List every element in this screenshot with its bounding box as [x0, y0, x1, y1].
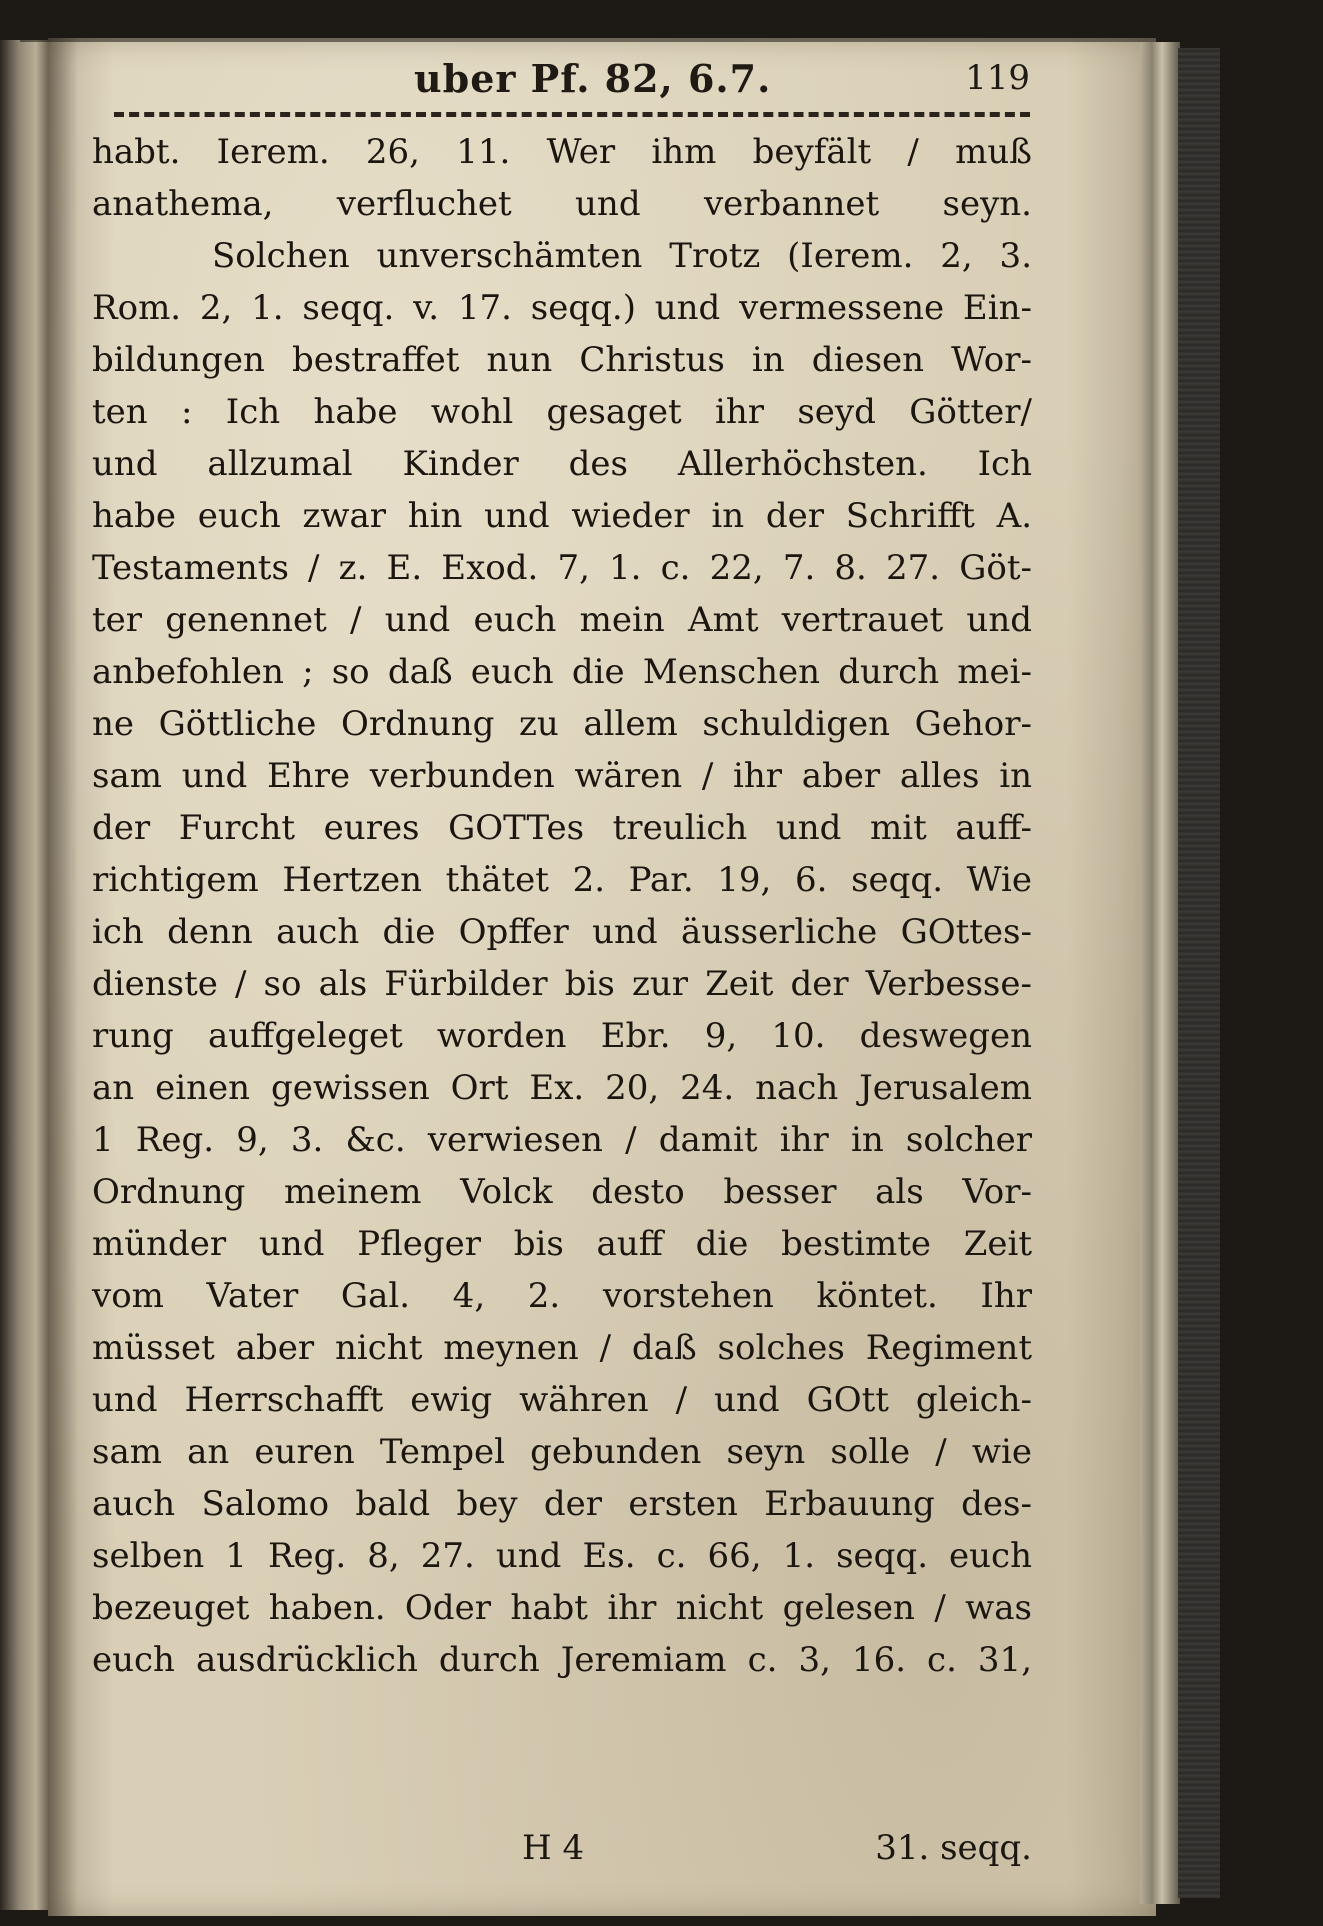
- text-line: vom Vater Gal. 4, 2. vorstehen köntet. Ihr: [92, 1276, 1032, 1316]
- gutter-shadow: [48, 38, 78, 1916]
- text-line: an einen gewissen Ort Ex. 20, 24. nach Jerusalem: [92, 1068, 1032, 1108]
- page-footer: [92, 1828, 1032, 1878]
- text-line: sam an euren Tempel gebunden seyn solle / wie: [92, 1432, 1032, 1472]
- text-line: ich denn auch die Opffer und äusserliche GOttes-: [92, 912, 1032, 952]
- text-line: münder und Pfleger bis auff die bestimte Zeit: [92, 1224, 1032, 1264]
- text-line: und allzumal Kinder des Allerhöchsten. Ich: [92, 444, 1032, 484]
- text-line: Rom. 2, 1. seqq. v. 17. seqq.) und vermessene Ein-: [92, 288, 1032, 328]
- text-line: habe euch zwar hin und wieder in der Schrifft A.: [92, 496, 1032, 536]
- left-page-edge: [0, 40, 48, 1910]
- text-line: 1 Reg. 9, 3. &c. verwiesen / damit ihr in solcher: [92, 1120, 1032, 1160]
- page-header: [96, 50, 1036, 110]
- text-line: anbefohlen ; so daß euch die Menschen durch mei-: [92, 652, 1032, 692]
- running-head: uber Pf. 82, 6.7.: [414, 56, 772, 101]
- text-line: habt. Ierem. 26, 11. Wer ihm beyfält / muß: [92, 132, 1032, 172]
- text-line: der Furcht eures GOTTes treulich und mit auff-: [92, 808, 1032, 848]
- catchword: 31. seqq.: [875, 1828, 1032, 1868]
- book-cover: [1178, 48, 1220, 1898]
- text-line: richtigem Hertzen thätet 2. Par. 19, 6. seqq. Wie: [92, 860, 1032, 900]
- text-line: ter genennet / und euch mein Amt vertrauet und: [92, 600, 1032, 640]
- text-line: Ordnung meinem Volck desto besser als Vor-: [92, 1172, 1032, 1212]
- page-edges: [1140, 42, 1180, 1904]
- text-line: euch ausdrücklich durch Jeremiam c. 3, 16. c. 31,: [92, 1640, 1032, 1680]
- signature-mark: H 4: [522, 1828, 585, 1868]
- text-line: Testaments / z. E. Exod. 7, 1. c. 22, 7. 8. 27. Göt-: [92, 548, 1032, 588]
- text-line: und Herrschafft ewig währen / und GOtt gleich-: [92, 1380, 1032, 1420]
- text-line: dienste / so als Fürbilder bis zur Zeit der Verbesse-: [92, 964, 1032, 1004]
- text-line: müsset aber nicht meynen / daß solches Regiment: [92, 1328, 1032, 1368]
- text-line: ten : Ich habe wohl gesaget ihr seyd Götter/: [92, 392, 1032, 432]
- text-line: anathema, verfluchet und verbannet seyn.: [92, 184, 1032, 224]
- text-line: Solchen unverschämten Trotz (Ierem. 2, 3.: [212, 236, 1032, 276]
- text-line: ne Göttliche Ordnung zu allem schuldigen Gehor-: [92, 704, 1032, 744]
- text-line: selben 1 Reg. 8, 27. und Es. c. 66, 1. seqq. euch: [92, 1536, 1032, 1576]
- header-rule: [114, 112, 1030, 117]
- page-number: 119: [965, 58, 1030, 98]
- text-line: bildungen bestraffet nun Christus in diesen Wor-: [92, 340, 1032, 380]
- top-shadow: [20, 36, 1180, 42]
- text-line: sam und Ehre verbunden wären / ihr aber alles in: [92, 756, 1032, 796]
- text-line: auch Salomo bald bey der ersten Erbauung des-: [92, 1484, 1032, 1524]
- text-line: rung auffgeleget worden Ebr. 9, 10. deswegen: [92, 1016, 1032, 1056]
- text-line: bezeuget haben. Oder habt ihr nicht gelesen / was: [92, 1588, 1032, 1628]
